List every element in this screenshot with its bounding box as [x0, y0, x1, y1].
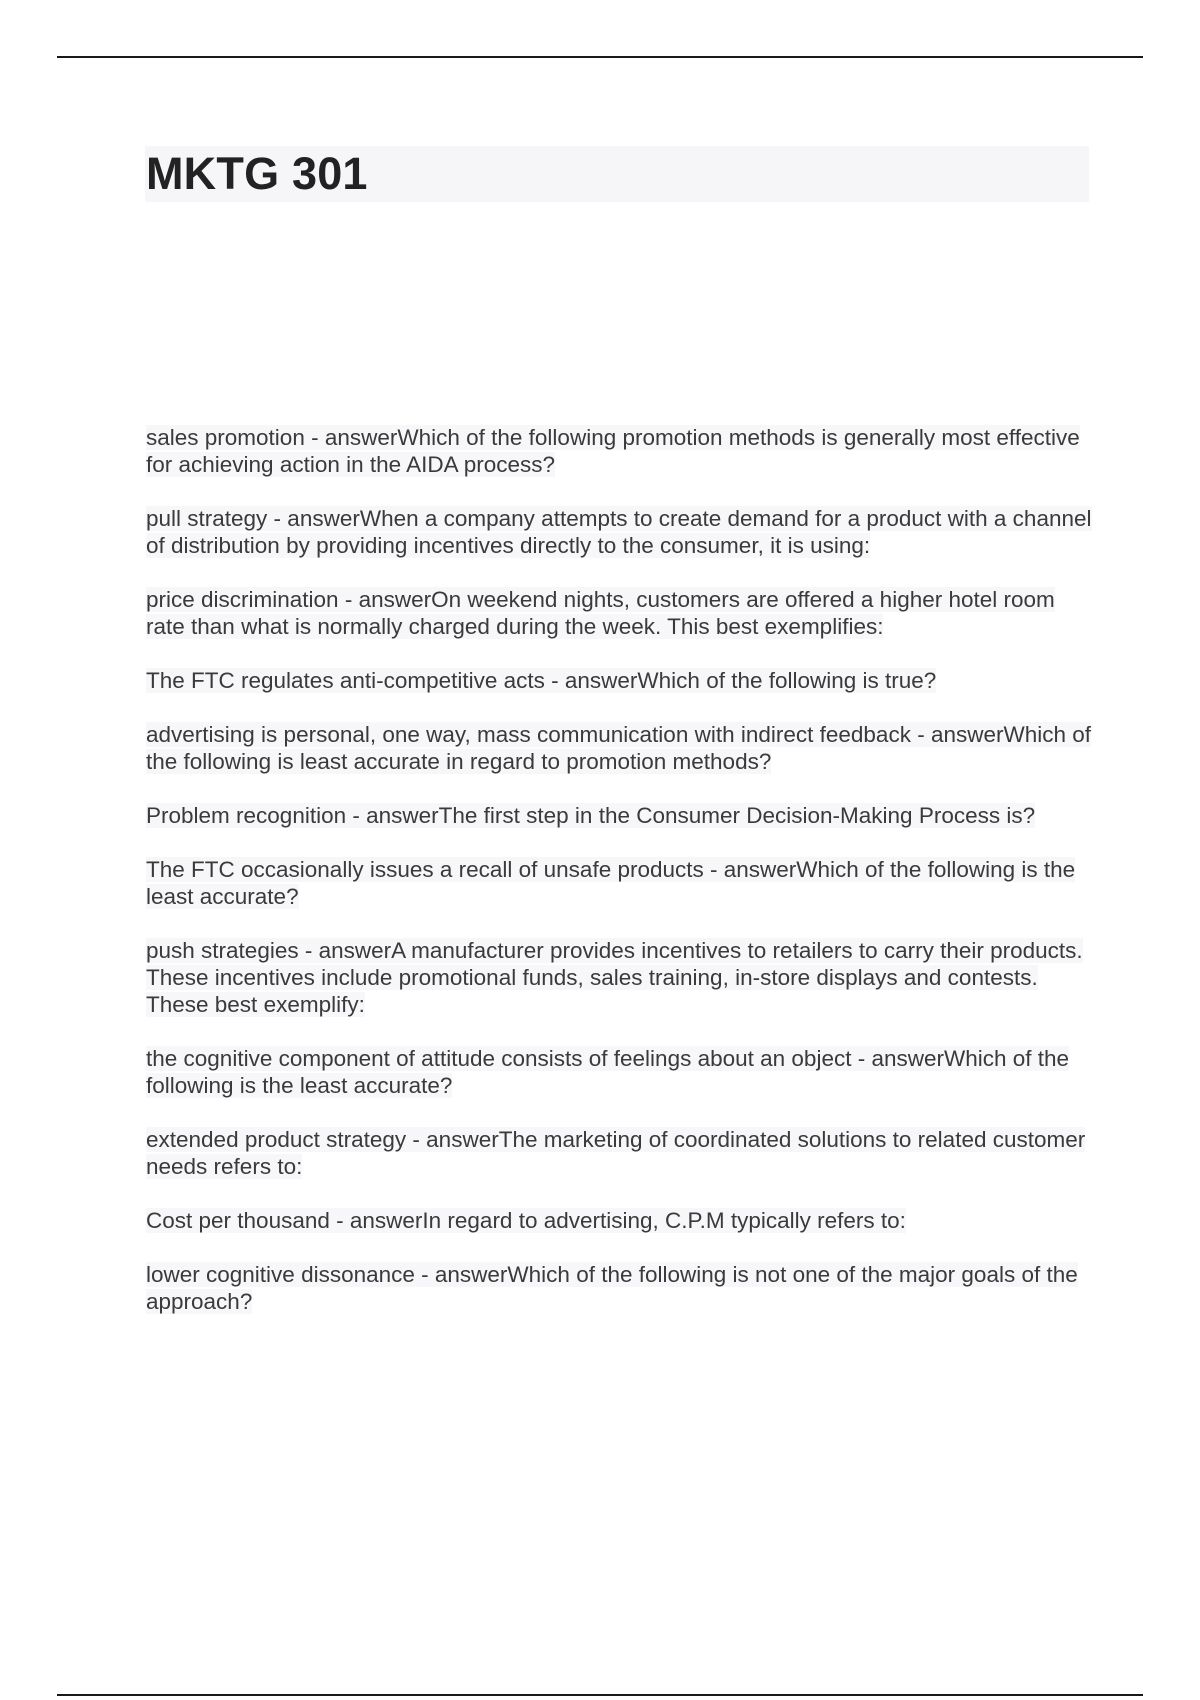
qa-item — [146, 856, 1096, 910]
qa-item — [146, 802, 1096, 829]
top-rule — [57, 56, 1143, 58]
qa-item — [146, 586, 1096, 640]
bottom-rule — [57, 1694, 1143, 1696]
qa-text: price discrimination - answerOn weekend nights, customers are offered a higher hotel room rate than what is normally charged during the week. This best exemplifies: — [146, 587, 1055, 639]
qa-text: sales promotion - answerWhich of the following promotion methods is generally most effective for achieving action in the AIDA process? — [146, 425, 1080, 477]
qa-list — [146, 424, 1096, 1342]
page-title: MKTG 301 — [146, 148, 368, 199]
qa-item — [146, 1207, 1096, 1234]
qa-text: The FTC regulates anti-competitive acts - answerWhich of the following is true? — [146, 668, 937, 693]
qa-text: advertising is personal, one way, mass communication with indirect feedback - answerWhich of the following is least accurate in regard to promotion methods? — [146, 722, 1091, 774]
qa-text: push strategies - answerA manufacturer provides incentives to retailers to carry their products. These incentives include promotional funds, sales training, in-store displays and contests. These best exemplify: — [146, 938, 1083, 1017]
qa-text: Problem recognition - answerThe first step in the Consumer Decision-Making Process is? — [146, 803, 1036, 828]
qa-item — [146, 721, 1096, 775]
qa-text: the cognitive component of attitude consists of feelings about an object - answerWhich of the following is the least accurate? — [146, 1046, 1070, 1098]
qa-text: pull strategy - answerWhen a company attempts to create demand for a product with a channel of distribution by providing incentives directly to the consumer, it is using: — [146, 506, 1092, 558]
qa-item — [146, 667, 1096, 694]
qa-item — [146, 424, 1096, 478]
qa-text: lower cognitive dissonance - answerWhich of the following is not one of the major goals of the approach? — [146, 1262, 1078, 1314]
qa-text: extended product strategy - answerThe marketing of coordinated solutions to related customer needs refers to: — [146, 1127, 1086, 1179]
qa-item — [146, 1126, 1096, 1180]
qa-text: Cost per thousand - answerIn regard to advertising, C.P.M typically refers to: — [146, 1208, 906, 1233]
qa-text: The FTC occasionally issues a recall of unsafe products - answerWhich of the following is the least accurate? — [146, 857, 1076, 909]
qa-item — [146, 1261, 1096, 1315]
qa-item — [146, 937, 1096, 1018]
qa-item — [146, 1045, 1096, 1099]
qa-item — [146, 505, 1096, 559]
